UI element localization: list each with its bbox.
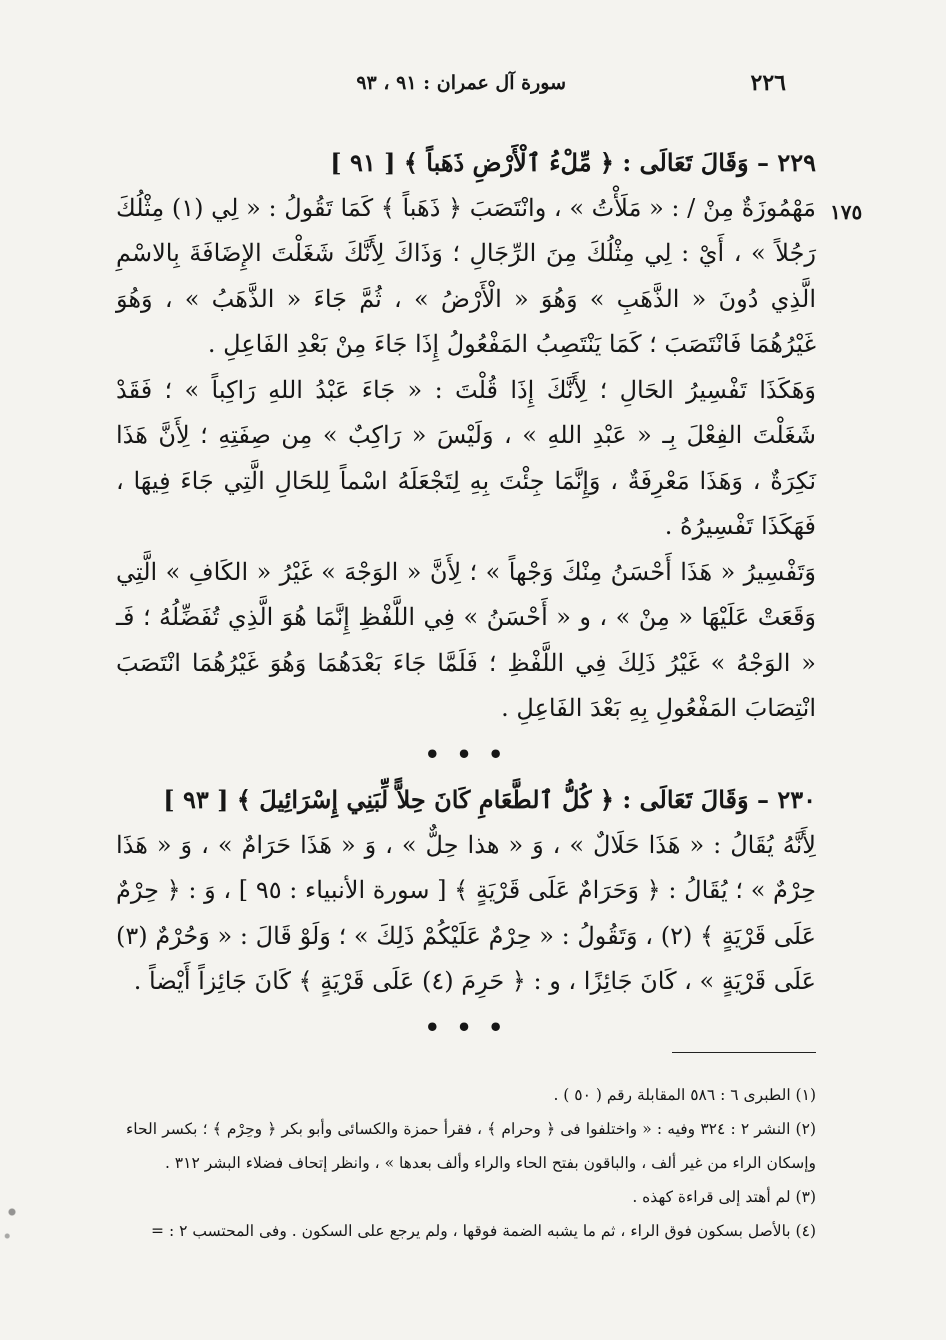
footnote: (٤) بالأصل بسكون فوق الراء ، ثم ما يشبه الضمة فوقها ، ولم يرجع على السكون . وفى المحتسب ٢ : = <box>151 1222 816 1240</box>
margin-page-reference: ١٧٥ <box>830 200 863 224</box>
scan-speck <box>0 1180 24 1260</box>
footnote: (٢) النشر ٢ : ٣٢٤ وفيه : « واختلفوا فى ﴿ وحرام ﴾ ، فقرأ حمزة والكسائى وأبو بكر ﴿ وحِرْم ﴾ ؛ بكسر الحاء وإسكان الراء من غير ألف ، والباقون بفتح الحاء والراء وألف بعدها » ، وانظر إتحاف فضلاء البشر ٣١٢ . <box>126 1120 816 1172</box>
footnote-rule <box>672 1052 816 1053</box>
section-230-paragraph: لِأَنَّهُ يُقَالُ : « هَذَا حَلَالٌ » ، وَ « هذا حِلٌّ » ، وَ « هَذَا حَرَامٌ » ، وَ « هَذَا حِرْمٌ » ؛ يُقَالُ : ﴿ وَحَرَامٌ عَلَى قَرْيَةٍ ﴾ [ سورة الأنبياء : ٩٥ ] ، وَ : ﴿ حِرْمٌ عَلَى قَرْيَةٍ ﴾ (٢) ، وَتَقُولُ : « حِرْمٌ عَلَيْكُمْ ذَلِكَ » ؛ وَلَوْ قَالَ : « وَحُرْمٌ (٣) عَلَى قَرْيَةٍ » ، كَانَ جَائِزًا ، و : ﴿ حَرِمَ (٤) عَلَى قَرْيَةٍ ﴾ كَانَ جَائِزاً أَيْضاً . <box>116 830 817 995</box>
section-230-title: ٢٣٠ – وَقَالَ تَعَالَى : ﴿ كُلُّ ٱلطَّعَامِ كَانَ حِلاًّ لِّبَنِي إِسْرَائِيلَ ﴾ [ ٩٣ ] <box>163 785 816 814</box>
footnote: (٣) لم أهتد إلى قراءة كهذه . <box>632 1188 816 1206</box>
section-229-title: ٢٢٩ – وَقَالَ تَعَالَى : ﴿ مِّلْءُ ٱلْأَرْضِ ذَهَباً ﴾ [ ٩١ ] <box>330 148 816 177</box>
section-229-paragraph: مَهْمُوزَةٌ مِنْ / : « مَلَأْتُ » ، وانْتَصَبَ ﴿ ذَهَباً ﴾ كَمَا تَقُولُ : « لِي (١) مِثْلُكَ رَجُلاً » ، أَيْ : لِي مِثْلُكَ مِنَ الرِّجَالِ ؛ وَذَاكَ لِأَنَّكَ شَغَلْتَ الإِضَافَةَ بِالاسْمِ الَّذِي دُونَ « الذَّهَبِ » وَهُوَ « الْأَرْضُ » ، ثُمَّ جَاءَ « الذَّهَبُ » ، وَهُوَ غَيْرُهُمَا فَانْتَصَبَ ؛ كَمَا يَنْتَصِبُ المَفْعُولُ إِذَا جَاءَ مِنْ بَعْدِ الفَاعِلِ . <box>116 193 816 358</box>
footnote: (١) الطبرى ٦ : ٥٨٦ المقابلة رقم ( ٥٠ ) . <box>553 1086 816 1104</box>
running-title: سورة آل عمران : ٩١ ، ٩٣ <box>356 72 566 94</box>
section-separator: • • • <box>424 739 508 769</box>
page-header <box>200 70 786 110</box>
main-text <box>116 140 816 1050</box>
section-separator: • • • <box>424 1012 508 1042</box>
page-number: ٢٢٦ <box>750 70 786 96</box>
footnotes <box>126 1078 816 1248</box>
section-229-paragraph: وَتَفْسِيرُ « هَذَا أَحْسَنُ مِنْكَ وَجْهاً » ؛ لِأَنَّ « الوَجْهَ » غَيْرُ « الكَافِ » الَّتِي وَقَعَتْ عَلَيْهَا « مِنْ » ، و « أَحْسَنُ » فِي اللَّفْظِ إِنَّمَا هُوَ الَّذِي تُفَضِّلُهُ ؛ فَـ « الوَجْهُ » غَيْرُ ذَلِكَ فِي اللَّفْظِ ؛ فَلَمَّا جَاءَ بَعْدَهُمَا وَهُوَ غَيْرُهُمَا انْتَصَبَ انْتِصَابَ المَفْعُولِ بِهِ بَعْدَ الفَاعِلِ . <box>116 557 816 722</box>
section-229-paragraph: وَهَكَذَا تَفْسِيرُ الحَالِ ؛ لِأَنَّكَ إِذَا قُلْتَ : « جَاءَ عَبْدُ اللهِ رَاكِباً » ؛ فَقَدْ شَغَلْتَ الفِعْلَ بِـ « عَبْدِ اللهِ » ، وَلَيْسَ « رَاكِبٌ » مِن صِفَتِهِ ؛ لِأَنَّ هَذَا نَكِرَةٌ ، وَهَذَا مَعْرِفَةٌ ، وَإِنَّمَا جِئْتَ بِهِ لِتَجْعَلَهُ اسْماً لِلحَالِ الَّتِي جَاءَ فِيهَا ، فَهَكَذَا تَفْسِيرُهُ . <box>116 375 816 540</box>
